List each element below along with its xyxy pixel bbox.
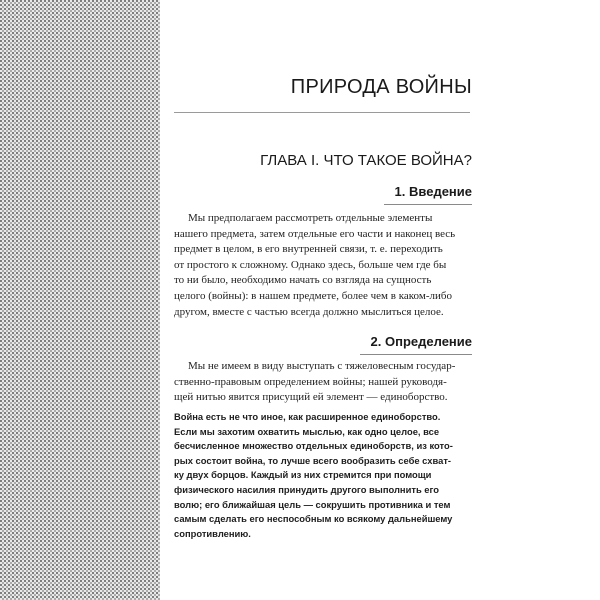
paragraph-line: Мы предполагаем рассмотреть отдельные элементы [188, 212, 433, 224]
section-rule-introduction [384, 204, 472, 205]
paragraph-line: ственно-правовым определением войны; нашей руководя- [174, 375, 447, 388]
paragraph-line: Мы не имеем в виду выступать с тяжеловесным государ- [188, 360, 456, 372]
bold-line: самым сделать его неспособным ко всякому дальнейшему [174, 513, 453, 525]
paragraph-line: нашего предмета, затем отдельные его части и наконец весь [174, 227, 456, 240]
section-title-definition: 2. Определение [370, 334, 472, 349]
bold-line: Война есть не что иное, как расширенное единоборство. [174, 411, 441, 422]
definition-paragraph [174, 359, 472, 406]
paragraph-line: от простого к сложному. Однако здесь, больше чем где бы [174, 258, 447, 271]
definition-bold-paragraph [174, 410, 472, 541]
bold-line: Если мы захотим охватить мыслью, как одно целое, все [174, 425, 440, 437]
part-title: ПРИРОДА ВОЙНЫ [290, 76, 472, 98]
halftone-margin [0, 0, 160, 600]
bold-line: рых состоит война, то лучше всего вообразить себе схват- [174, 454, 452, 466]
bold-line: сопротивлению. [174, 527, 251, 539]
introduction-paragraph [174, 211, 472, 320]
paragraph-line: щей нитью явится присущий ей элемент — единоборство. [174, 391, 448, 404]
bold-line: волю; его ближайшая цель — сокрушить противника и тем [174, 498, 451, 510]
section-rule-definition [360, 354, 472, 355]
bold-line: бесчисленное множество отдельных единоборств, из кото- [174, 440, 453, 452]
bold-line: физического насилия принудить другого выполнить его [174, 483, 440, 495]
title-rule [174, 112, 470, 113]
paragraph-line: предмет в целом, в его внутренней связи, т. е. переходить [174, 243, 443, 256]
section-title-introduction: 1. Введение [394, 184, 472, 199]
paragraph-line: целого (войны): в нашем предмете, более чем в каком-либо [174, 289, 452, 302]
paragraph-line: то ни было, необходимо начать со взгляда на сущность [174, 274, 432, 287]
paragraph-line: другом, вместе с частью всегда должно мыслиться целое. [174, 305, 444, 318]
bold-line: ку двух борцов. Каждый из них стремится при помощи [174, 469, 432, 481]
book-page [160, 0, 600, 600]
chapter-title: ГЛАВА I. ЧТО ТАКОЕ ВОЙНА? [260, 152, 472, 169]
